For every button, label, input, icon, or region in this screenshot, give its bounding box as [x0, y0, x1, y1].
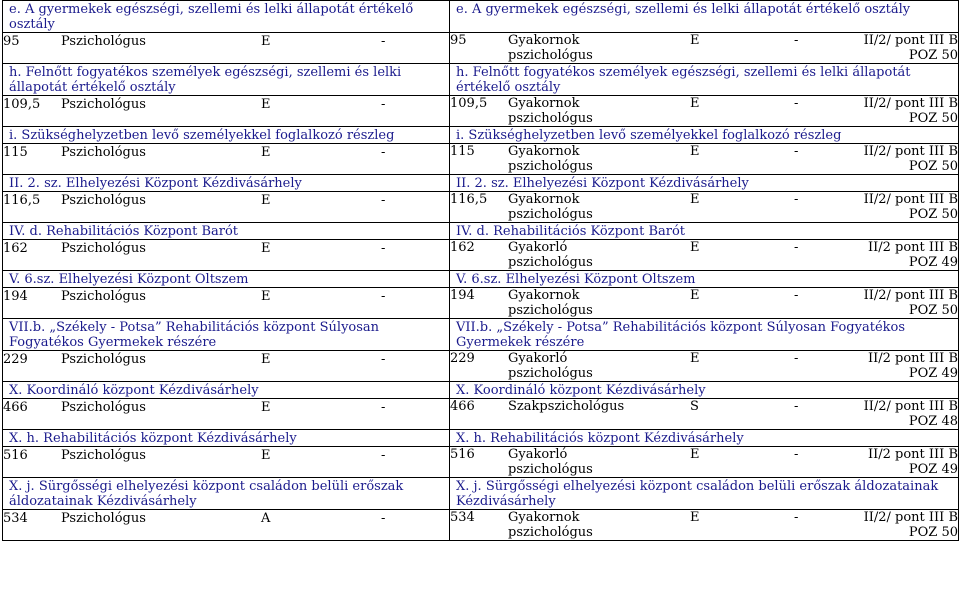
position-number: 109,5 — [450, 96, 488, 111]
position-role — [508, 447, 690, 477]
position-dash: - — [794, 447, 799, 462]
header-text-left: h. Felnőtt fogyatékos személyek egészségi, szellemi és lelki állapotát értékelő osztály — [9, 65, 402, 95]
position-dash: - — [381, 511, 386, 526]
role-line-2: pszichológus — [508, 48, 593, 63]
new-position-cell — [450, 399, 959, 430]
grade-line-2: POZ 50 — [908, 207, 958, 222]
position-role — [508, 399, 690, 429]
role-line-2: pszichológus — [508, 462, 593, 477]
position-number: 466 — [450, 399, 475, 414]
position-category: E — [690, 447, 700, 462]
role-line-1: Gyakornok — [508, 510, 580, 525]
position-category: E — [261, 352, 271, 367]
position-number: 162 — [450, 240, 475, 255]
table-row — [3, 240, 959, 271]
grade-line-1: II/2/ pont III B — [863, 288, 958, 303]
role-line-2: pszichológus — [508, 159, 593, 174]
position-number: 162 — [3, 241, 28, 256]
position-role: Pszichológus — [61, 193, 146, 208]
grade-line-2: POZ 50 — [908, 159, 958, 174]
position-number: 115 — [3, 145, 28, 160]
position-number: 229 — [450, 351, 475, 366]
section-header-row — [3, 430, 959, 447]
position-number: 116,5 — [3, 193, 41, 208]
grade-line-1: II/2/ pont III B — [863, 33, 958, 48]
grade-line-2: POZ 50 — [908, 303, 958, 318]
section-header-row — [3, 382, 959, 399]
section-header-right — [450, 271, 959, 288]
section-header-left — [3, 1, 450, 33]
grade-line-2: POZ 49 — [908, 462, 958, 477]
position-role: Pszichológus — [61, 34, 146, 49]
section-header-row — [3, 175, 959, 192]
section-header-row — [3, 478, 959, 510]
role-line-2: pszichológus — [508, 303, 593, 318]
table-row — [3, 96, 959, 127]
position-grade — [844, 447, 958, 477]
section-header-left — [3, 319, 450, 351]
position-category: E — [261, 289, 271, 304]
position-role — [508, 351, 690, 381]
section-header-left — [3, 478, 450, 510]
new-position-cell — [450, 240, 959, 271]
position-role — [508, 192, 690, 222]
document — [2, 0, 958, 541]
section-header-left — [3, 223, 450, 240]
position-dash: - — [794, 288, 799, 303]
new-position-cell — [450, 351, 959, 382]
role-line-1: Gyakornok — [508, 288, 580, 303]
position-grade — [844, 351, 958, 381]
grade-line-2: POZ 49 — [908, 255, 958, 270]
position-dash: - — [381, 193, 386, 208]
position-role — [508, 144, 690, 174]
position-dash: - — [794, 144, 799, 159]
position-category: S — [690, 399, 699, 414]
position-dash: - — [794, 399, 799, 414]
role-line-1: Gyakornok — [508, 144, 580, 159]
position-dash: - — [794, 240, 799, 255]
original-position-cell — [3, 240, 450, 271]
position-grade — [844, 399, 958, 429]
original-position-cell — [3, 399, 450, 430]
position-dash: - — [794, 33, 799, 48]
original-position-cell — [3, 144, 450, 175]
position-number: 194 — [3, 289, 28, 304]
header-text-right: IV. d. Rehabilitációs Központ Barót — [456, 224, 686, 239]
header-text-right: X. Koordináló központ Kézdivásárhely — [456, 383, 706, 398]
position-category: E — [261, 193, 271, 208]
position-role: Pszichológus — [61, 97, 146, 112]
position-category: E — [690, 144, 700, 159]
table-row — [3, 288, 959, 319]
position-dash: - — [381, 97, 386, 112]
new-position-cell — [450, 288, 959, 319]
grade-line-1: II/2/ pont III B — [863, 510, 958, 525]
new-position-cell — [450, 96, 959, 127]
position-dash: - — [794, 351, 799, 366]
position-grade — [844, 96, 958, 126]
position-category: E — [261, 241, 271, 256]
section-header-left — [3, 382, 450, 399]
position-category: E — [261, 400, 271, 415]
original-position-cell — [3, 510, 450, 541]
header-text-left: X. j. Sürgősségi elhelyezési központ családon belüli erőszak áldozatainak Kézdivásárhely — [9, 479, 404, 509]
new-position-cell — [450, 510, 959, 541]
position-role: Pszichológus — [61, 448, 146, 463]
position-number: 95 — [3, 34, 20, 49]
table-row — [3, 144, 959, 175]
position-grade — [844, 510, 958, 540]
position-number: 466 — [3, 400, 28, 415]
position-category: E — [690, 510, 700, 525]
new-position-cell — [450, 192, 959, 223]
position-dash: - — [381, 34, 386, 49]
header-text-left: e. A gyermekek egészségi, szellemi és lelki állapotát értékelő osztály — [9, 2, 414, 32]
section-header-left — [3, 64, 450, 96]
position-role: Pszichológus — [61, 241, 146, 256]
section-header-right — [450, 382, 959, 399]
position-category: E — [690, 351, 700, 366]
position-number: 534 — [3, 511, 28, 526]
table-body — [3, 1, 959, 541]
position-dash: - — [381, 145, 386, 160]
role-line-1: Szakpszichológus — [508, 399, 625, 414]
position-role: Pszichológus — [61, 145, 146, 160]
position-grade — [844, 288, 958, 318]
position-role — [508, 510, 690, 540]
header-text-right: X. h. Rehabilitációs központ Kézdivásárhely — [456, 431, 744, 446]
section-header-right — [450, 478, 959, 510]
position-role — [508, 288, 690, 318]
role-line-2: pszichológus — [508, 111, 593, 126]
role-line-1: Gyakorló — [508, 240, 568, 255]
section-header-left — [3, 175, 450, 192]
position-grade — [844, 33, 958, 63]
section-header-row — [3, 319, 959, 351]
position-dash: - — [794, 192, 799, 207]
position-number: 95 — [450, 33, 467, 48]
section-header-right — [450, 319, 959, 351]
position-category: E — [690, 288, 700, 303]
header-text-left: i. Szükséghelyzetben levő személyekkel foglalkozó részleg — [9, 128, 395, 143]
position-category: E — [690, 96, 700, 111]
role-line-1: Gyakornok — [508, 33, 580, 48]
header-text-right: V. 6.sz. Elhelyezési Központ Oltszem — [456, 272, 696, 287]
original-position-cell — [3, 96, 450, 127]
grade-line-1: II/2/ pont III B — [863, 399, 958, 414]
header-text-left: II. 2. sz. Elhelyezési Központ Kézdivásárhely — [9, 176, 302, 191]
grade-line-2: POZ 49 — [908, 366, 958, 381]
section-header-row — [3, 1, 959, 33]
grade-line-2: POZ 50 — [908, 525, 958, 540]
original-position-cell — [3, 33, 450, 64]
position-role: Pszichológus — [61, 400, 146, 415]
role-line-1: Gyakorló — [508, 351, 568, 366]
position-number: 516 — [3, 448, 28, 463]
grade-line-2: POZ 50 — [908, 111, 958, 126]
grade-line-1: II/2 pont III B — [867, 351, 958, 366]
role-line-2: pszichológus — [508, 366, 593, 381]
section-header-right — [450, 175, 959, 192]
position-role — [508, 33, 690, 63]
section-header-right — [450, 1, 959, 33]
position-category: E — [690, 192, 700, 207]
grade-line-1: II/2 pont III B — [867, 240, 958, 255]
table-row — [3, 351, 959, 382]
role-line-1: Gyakornok — [508, 96, 580, 111]
table-row — [3, 192, 959, 223]
position-number: 109,5 — [3, 97, 41, 112]
position-dash: - — [381, 241, 386, 256]
table-row — [3, 447, 959, 478]
position-number: 115 — [450, 144, 475, 159]
grade-line-1: II/2/ pont III B — [863, 144, 958, 159]
position-grade — [844, 240, 958, 270]
section-header-left — [3, 271, 450, 288]
section-header-row — [3, 64, 959, 96]
position-dash: - — [381, 289, 386, 304]
table-row — [3, 510, 959, 541]
new-position-cell — [450, 33, 959, 64]
role-line-2: pszichológus — [508, 207, 593, 222]
header-text-right: II. 2. sz. Elhelyezési Központ Kézdivásárhely — [456, 176, 749, 191]
position-grade — [844, 192, 958, 222]
position-category: E — [261, 448, 271, 463]
grade-line-2: POZ 48 — [908, 414, 958, 429]
header-text-left: VII.b. „Székely - Potsa” Rehabilitációs központ Súlyosan Fogyatékos Gyermekek részére — [9, 320, 380, 350]
original-position-cell — [3, 288, 450, 319]
position-dash: - — [381, 352, 386, 367]
position-dash: - — [381, 400, 386, 415]
position-dash: - — [381, 448, 386, 463]
position-category: E — [690, 240, 700, 255]
position-category: E — [261, 145, 271, 160]
position-category: E — [261, 97, 271, 112]
section-header-row — [3, 223, 959, 240]
header-text-right: e. A gyermekek egészségi, szellemi és lelki állapotát értékelő osztály — [456, 2, 911, 17]
position-role — [508, 240, 690, 270]
new-position-cell — [450, 144, 959, 175]
original-position-cell — [3, 447, 450, 478]
grade-line-1: II/2 pont III B — [867, 447, 958, 462]
position-grade — [844, 144, 958, 174]
position-number: 516 — [450, 447, 475, 462]
section-header-right — [450, 127, 959, 144]
section-header-right — [450, 223, 959, 240]
header-text-right: i. Szükséghelyzetben levő személyekkel foglalkozó részleg — [456, 128, 842, 143]
position-dash: - — [794, 510, 799, 525]
position-category: E — [261, 34, 271, 49]
position-role: Pszichológus — [61, 289, 146, 304]
section-header-right — [450, 64, 959, 96]
section-header-row — [3, 271, 959, 288]
comparison-table — [2, 0, 959, 541]
new-position-cell — [450, 447, 959, 478]
table-row — [3, 33, 959, 64]
header-text-right: h. Felnőtt fogyatékos személyek egészségi, szellemi és lelki állapotát értékelő osztály — [456, 65, 911, 95]
position-dash: - — [794, 96, 799, 111]
position-role: Pszichológus — [61, 511, 146, 526]
original-position-cell — [3, 351, 450, 382]
header-text-left: V. 6.sz. Elhelyezési Központ Oltszem — [9, 272, 249, 287]
position-category: A — [261, 511, 271, 526]
section-header-left — [3, 430, 450, 447]
role-line-1: Gyakornok — [508, 192, 580, 207]
role-line-1: Gyakorló — [508, 447, 568, 462]
header-text-left: IV. d. Rehabilitációs Központ Barót — [9, 224, 239, 239]
header-text-right: X. j. Sürgősségi elhelyezési központ családon belüli erőszak áldozatainak Kézdivásárhely — [456, 479, 939, 509]
grade-line-1: II/2/ pont III B — [863, 96, 958, 111]
position-role — [508, 96, 690, 126]
grade-line-1: II/2/ pont III B — [863, 192, 958, 207]
section-header-left — [3, 127, 450, 144]
position-number: 534 — [450, 510, 475, 525]
position-number: 116,5 — [450, 192, 488, 207]
position-category: E — [690, 33, 700, 48]
section-header-right — [450, 430, 959, 447]
header-text-right: VII.b. „Székely - Potsa” Rehabilitációs központ Súlyosan Fogyatékos Gyermekek részére — [456, 320, 906, 350]
position-number: 229 — [3, 352, 28, 367]
table-row — [3, 399, 959, 430]
header-text-left: X. Koordináló központ Kézdivásárhely — [9, 383, 259, 398]
header-text-left: X. h. Rehabilitációs központ Kézdivásárhely — [9, 431, 297, 446]
position-role: Pszichológus — [61, 352, 146, 367]
position-number: 194 — [450, 288, 475, 303]
original-position-cell — [3, 192, 450, 223]
role-line-2: pszichológus — [508, 255, 593, 270]
section-header-row — [3, 127, 959, 144]
role-line-2: pszichológus — [508, 525, 593, 540]
grade-line-2: POZ 50 — [908, 48, 958, 63]
